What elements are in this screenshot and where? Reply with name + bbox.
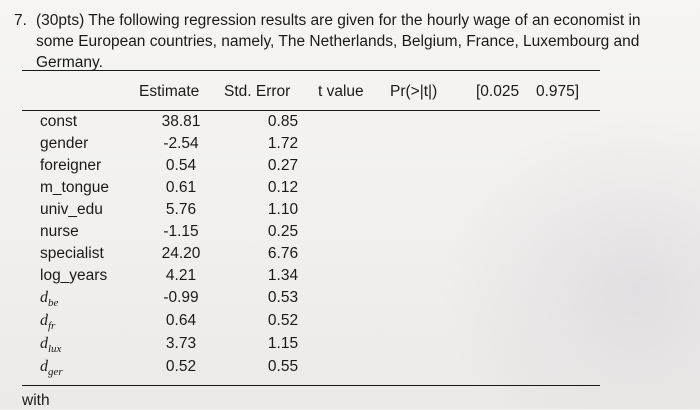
row-label: foreigner <box>40 157 102 174</box>
table-row <box>0 113 700 135</box>
header-t-value: t value <box>318 83 364 100</box>
table-row <box>0 358 700 380</box>
header-std-error: Std. Error <box>224 83 291 100</box>
row-label <box>40 312 55 332</box>
row-label <box>40 358 63 378</box>
row-estimate: 5.76 <box>165 201 197 218</box>
row-estimate: 0.54 <box>165 157 197 174</box>
row-std-error: 0.85 <box>267 113 299 130</box>
row-std-error: 0.27 <box>267 157 299 174</box>
table-bottom-rule <box>22 385 600 386</box>
question-text <box>14 10 690 73</box>
row-label: gender <box>40 135 89 152</box>
row-estimate: -1.15 <box>163 223 199 240</box>
row-estimate: 0.52 <box>165 358 197 375</box>
row-estimate: -0.99 <box>163 289 199 306</box>
row-label-base: d <box>40 358 48 375</box>
row-label-sub: lux <box>48 343 62 355</box>
row-std-error: 0.25 <box>267 223 299 240</box>
row-std-error: 0.12 <box>267 179 299 196</box>
table-row <box>0 179 700 201</box>
table-row <box>0 201 700 223</box>
table-row <box>0 157 700 179</box>
footer-text: with <box>22 392 50 409</box>
question-line-1 <box>14 10 690 31</box>
row-std-error: 6.76 <box>267 245 299 262</box>
row-estimate: 3.73 <box>165 335 197 352</box>
table-row <box>0 267 700 289</box>
table-row <box>0 135 700 157</box>
row-label-base: d <box>40 335 48 352</box>
question-line-1-text: (30pts) The following regression results are given for the hourly wage of an economist in <box>36 12 641 29</box>
row-std-error: 1.15 <box>267 335 299 352</box>
row-label <box>40 335 61 355</box>
row-std-error: 1.34 <box>267 267 299 284</box>
header-p-value: Pr(>|t|) <box>390 83 438 100</box>
row-label: univ_edu <box>40 201 103 218</box>
row-estimate: -2.54 <box>163 135 199 152</box>
table-row <box>0 289 700 311</box>
table-row <box>0 335 700 357</box>
table-header-rule <box>22 110 600 111</box>
question-line-3: Germany. <box>36 54 103 71</box>
row-std-error: 1.72 <box>267 135 299 152</box>
header-estimate: Estimate <box>139 83 200 100</box>
row-std-error: 0.55 <box>267 358 299 375</box>
row-label-sub: fr <box>48 320 56 332</box>
table-top-rule <box>22 70 600 71</box>
row-label: specialist <box>40 245 104 262</box>
row-label: const <box>40 113 78 130</box>
row-std-error: 0.52 <box>267 312 299 329</box>
header-ci-upper: 0.975] <box>536 83 580 100</box>
row-label-base: d <box>40 312 48 329</box>
header-ci-lower: [0.025 <box>476 83 520 100</box>
row-label-sub: be <box>48 297 59 309</box>
row-label-sub: ger <box>48 366 63 378</box>
question-number: 7. <box>14 12 27 29</box>
row-estimate: 0.61 <box>165 179 197 196</box>
row-std-error: 0.53 <box>267 289 299 306</box>
row-label <box>40 289 58 309</box>
row-estimate: 38.81 <box>161 113 201 130</box>
row-std-error: 1.10 <box>267 201 299 218</box>
row-label-base: d <box>40 289 48 306</box>
question-line-2: some European countries, namely, The Netherlands, Belgium, France, Luxembourg and <box>36 33 640 50</box>
row-estimate: 4.21 <box>165 267 197 284</box>
table-row <box>0 312 700 334</box>
table-row <box>0 245 700 267</box>
row-estimate: 0.64 <box>165 312 197 329</box>
table-row <box>0 223 700 245</box>
row-label: log_years <box>40 267 108 284</box>
row-label: nurse <box>40 223 79 240</box>
row-estimate: 24.20 <box>161 245 201 262</box>
row-label: m_tongue <box>40 179 109 196</box>
